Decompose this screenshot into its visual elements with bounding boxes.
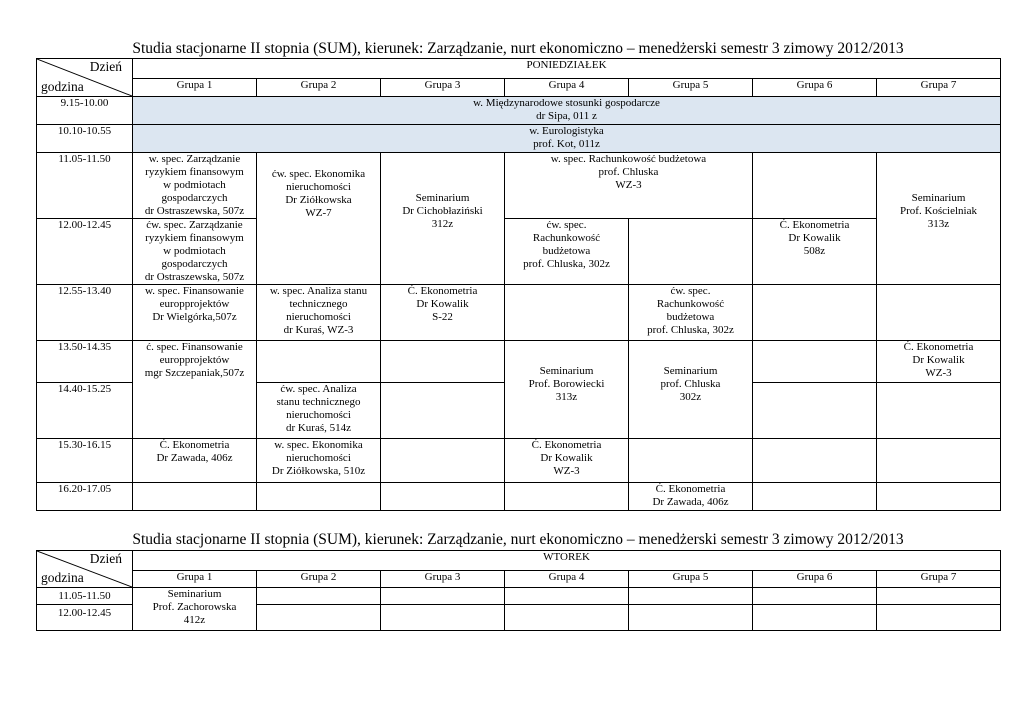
class-cell: Ć. Ekonometria Dr Zawada, 406z — [133, 439, 257, 483]
empty-cell — [753, 383, 877, 439]
corner-day-label: Dzień — [89, 551, 122, 566]
group-header: Grupa 4 — [505, 79, 629, 97]
class-cell: ćw. spec. Rachunkowość budżetowa prof. Chluska, 302z — [505, 219, 629, 285]
group-header: Grupa 6 — [753, 571, 877, 588]
empty-cell — [629, 588, 753, 605]
empty-cell — [629, 439, 753, 483]
empty-cell — [753, 285, 877, 341]
class-cell: w. spec. Finansowanie europprojektów Dr Wielgórka,507z — [133, 285, 257, 341]
group-header: Grupa 1 — [133, 79, 257, 97]
time-slot: 14.40-15.25 — [37, 383, 133, 439]
time-slot: 12.00-12.45 — [37, 219, 133, 285]
time-slot: 10.10-10.55 — [37, 125, 133, 153]
corner-day-label: Dzień — [89, 59, 122, 74]
empty-cell — [877, 439, 1001, 483]
group-header: Grupa 1 — [133, 571, 257, 588]
empty-cell — [877, 383, 1001, 439]
corner-header — [37, 551, 133, 588]
time-slot: 12.55-13.40 — [37, 285, 133, 341]
empty-cell — [381, 605, 505, 631]
class-cell: Seminarium Dr Cichobłaziński 312z — [381, 153, 505, 285]
group-header: Grupa 4 — [505, 571, 629, 588]
time-slot: 13.50-14.35 — [37, 341, 133, 383]
time-slot: 16.20-17.05 — [37, 483, 133, 511]
tuesday-title: Studia stacjonarne II stopnia (SUM), kierunek: Zarządzanie, nurt ekonomiczno – menedżerski semestr 3 zimowy 2012/2013 — [132, 531, 904, 548]
empty-cell — [753, 588, 877, 605]
corner-header — [37, 59, 133, 97]
group-header: Grupa 5 — [629, 571, 753, 588]
group-header: Grupa 3 — [381, 79, 505, 97]
group-header: Grupa 6 — [753, 79, 877, 97]
class-cell: w. spec. Zarządzanie ryzykiem finansowym w podmiotach gospodarczych dr Ostraszewska, 507z — [133, 153, 257, 219]
empty-cell — [505, 588, 629, 605]
class-cell: Seminarium Prof. Borowiecki 313z — [505, 341, 629, 439]
class-cell: w. Eurologistyka prof. Kot, 011z — [133, 125, 1001, 153]
class-cell: ćw. spec. Zarządzanie ryzykiem finansowym w podmiotach gospodarczych dr Ostraszewska, 507z — [133, 219, 257, 285]
class-cell: Seminarium Prof. Zachorowska 412z — [133, 588, 257, 631]
group-header: Grupa 5 — [629, 79, 753, 97]
group-header: Grupa 7 — [877, 571, 1001, 588]
monday-title: Studia stacjonarne II stopnia (SUM), kierunek: Zarządzanie, nurt ekonomiczno – menedżerski semestr 3 zimowy 2012/2013 — [132, 40, 904, 57]
class-cell: w. spec. Ekonomika nieruchomości Dr Ziółkowska, 510z — [257, 439, 381, 483]
class-cell: w. spec. Rachunkowość budżetowa prof. Chluska WZ-3 — [505, 153, 753, 219]
time-slot: 9.15-10.00 — [37, 97, 133, 125]
time-slot: 11.05-11.50 — [37, 153, 133, 219]
empty-cell — [257, 605, 381, 631]
group-header: Grupa 3 — [381, 571, 505, 588]
empty-cell — [753, 153, 877, 219]
group-header: Grupa 2 — [257, 571, 381, 588]
corner-hour-label: godzina — [41, 79, 84, 94]
empty-cell — [877, 483, 1001, 511]
empty-cell — [877, 605, 1001, 631]
time-slot: 12.00-12.45 — [37, 605, 133, 631]
class-cell: Ć. Ekonometria Dr Kowalik S-22 — [381, 285, 505, 341]
empty-cell — [257, 588, 381, 605]
class-cell: w. Międzynarodowe stosunki gospodarcze dr Sipa, 011 z — [133, 97, 1001, 125]
group-header: Grupa 7 — [877, 79, 1001, 97]
time-slot: 15.30-16.15 — [37, 439, 133, 483]
empty-cell — [877, 285, 1001, 341]
group-header: Grupa 2 — [257, 79, 381, 97]
tuesday-schedule-table — [36, 550, 1001, 631]
day-header: WTOREK — [133, 551, 1001, 571]
empty-cell — [629, 605, 753, 631]
empty-cell — [753, 605, 877, 631]
class-cell: Ć. Ekonometria Dr Kowalik 508z — [753, 219, 877, 285]
empty-cell — [257, 483, 381, 511]
empty-cell — [753, 439, 877, 483]
empty-cell — [381, 383, 505, 439]
empty-cell — [133, 483, 257, 511]
empty-cell — [381, 341, 505, 383]
class-cell: ćw. spec. Rachunkowość budżetowa prof. Chluska, 302z — [629, 285, 753, 341]
class-cell: ćw. spec. Analiza stanu technicznego nieruchomości dr Kuraś, 514z — [257, 383, 381, 439]
class-cell: Seminarium prof. Chluska 302z — [629, 341, 753, 439]
empty-cell — [877, 588, 1001, 605]
empty-cell — [753, 483, 877, 511]
monday-schedule-table — [36, 58, 1001, 511]
class-cell: ćw. spec. Ekonomika nieruchomości Dr Ziółkowska WZ-7 — [257, 153, 381, 285]
class-cell: w. spec. Analiza stanu technicznego nieruchomości dr Kuraś, WZ-3 — [257, 285, 381, 341]
class-cell: ć. spec. Finansowanie europprojektów mgr Szczepaniak,507z — [133, 341, 257, 439]
time-slot: 11.05-11.50 — [37, 588, 133, 605]
class-cell: Ć. Ekonometria Dr Kowalik WZ-3 — [505, 439, 629, 483]
empty-cell — [257, 341, 381, 383]
empty-cell — [381, 439, 505, 483]
empty-cell — [753, 341, 877, 383]
empty-cell — [629, 219, 753, 285]
empty-cell — [381, 588, 505, 605]
class-cell: Ć. Ekonometria Dr Kowalik WZ-3 — [877, 341, 1001, 383]
empty-cell — [505, 285, 629, 341]
empty-cell — [381, 483, 505, 511]
class-cell: Seminarium Prof. Kościelniak 313z — [877, 153, 1001, 285]
empty-cell — [505, 605, 629, 631]
class-cell: Ć. Ekonometria Dr Zawada, 406z — [629, 483, 753, 511]
day-header: PONIEDZIAŁEK — [133, 59, 1001, 79]
corner-hour-label: godzina — [41, 570, 84, 585]
empty-cell — [505, 483, 629, 511]
